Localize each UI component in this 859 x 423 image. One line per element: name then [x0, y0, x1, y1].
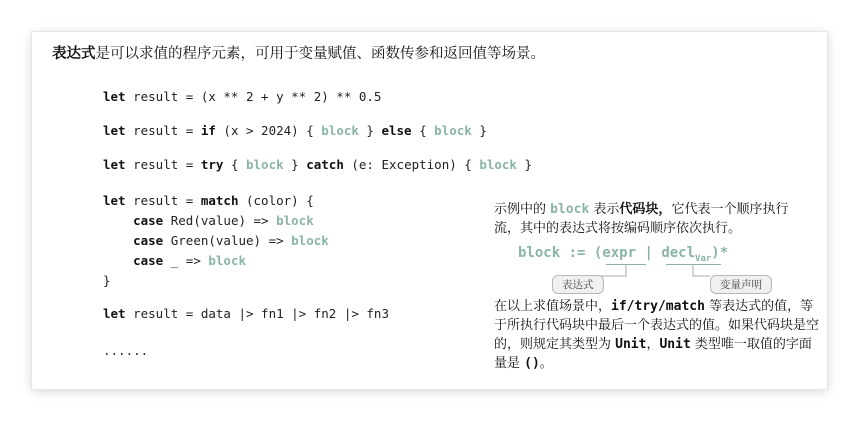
code-text: result = — [125, 157, 201, 172]
note-text: 。 — [539, 356, 553, 371]
block-token: block — [321, 123, 359, 138]
note-block-definition — [494, 200, 812, 238]
note-evaluation-rule — [494, 297, 824, 373]
code-text: Green(value) => — [163, 233, 292, 248]
grammar-expr: expr — [602, 245, 637, 261]
code-text: result = — [125, 193, 201, 208]
code-line-power — [103, 87, 381, 107]
tag-expression: 表达式 — [552, 275, 604, 294]
code-text: _ => — [163, 253, 209, 268]
keyword: match — [200, 193, 239, 208]
code-text: result = (x ** 2 + y ** 2) ** 0.5 — [125, 89, 382, 104]
tag-variable-declaration: 变量声明 — [710, 275, 772, 294]
grammar-sub: Var — [695, 254, 712, 264]
keyword: let — [103, 193, 126, 208]
grammar-decl: decl — [661, 245, 696, 261]
block-token: block — [291, 233, 329, 248]
keyword: if — [200, 123, 216, 138]
intro-rest: 是可以求值的程序元素，可用于变量赋值、函数传参和返回值等场景。 — [95, 46, 545, 62]
code-match-block — [103, 191, 329, 291]
mono-unit: Unit — [659, 337, 691, 352]
keyword: catch — [306, 157, 344, 172]
code-text: } — [103, 273, 111, 288]
code-text: } — [358, 123, 382, 138]
keyword: case — [133, 253, 164, 268]
code-text: { — [223, 157, 246, 172]
note-text: 示例中的 — [494, 202, 551, 217]
code-text: (e: Exception) { — [343, 157, 480, 172]
mono-unit: Unit — [615, 337, 647, 352]
code-text: } — [471, 123, 487, 138]
block-token: block — [434, 123, 472, 138]
keyword: case — [133, 233, 164, 248]
note-bold: 代码块， — [619, 202, 672, 217]
code-ellipsis: ...... — [103, 343, 149, 358]
keyword: else — [381, 123, 412, 138]
code-text: result = — [125, 123, 201, 138]
code-text: } — [283, 157, 307, 172]
keyword: let — [103, 157, 126, 172]
grammar-bar: | — [636, 245, 662, 261]
keyword: try — [200, 157, 224, 172]
block-token: block — [246, 157, 284, 172]
note-text: 它代表一个顺序执行流，其中的表达式将按编码顺序依次执行。 — [494, 202, 789, 236]
code-text: (x > 2024) { — [215, 123, 322, 138]
code-text: } — [516, 157, 533, 172]
keyword: let — [103, 123, 126, 138]
intro-bold: 表达式 — [52, 46, 96, 62]
block-token: block — [276, 213, 314, 228]
note-text: 表示 — [589, 202, 620, 217]
decl-connector — [693, 264, 710, 276]
grammar-lhs: block := ( — [518, 245, 603, 261]
code-line-if — [103, 121, 487, 141]
block-token: block — [550, 202, 590, 217]
keyword: case — [133, 213, 164, 228]
intro-text — [52, 42, 545, 63]
code-text: (color) { — [238, 193, 314, 208]
mono-keywords: if/try/match — [611, 299, 705, 314]
note-text: 类型唯一取值的字面量是 — [494, 337, 812, 371]
note-text: 在以上求值场景中， — [494, 299, 612, 314]
code-text: { — [411, 123, 435, 138]
block-token: block — [479, 157, 517, 172]
mono-unit-literal: () — [524, 356, 540, 371]
code-text: Red(value) => — [163, 213, 277, 228]
code-line-try — [103, 155, 532, 175]
note-text: ， — [646, 337, 660, 352]
keyword: let — [103, 306, 126, 321]
note-text: 等表达式的值，等于所执行代码块中最后一个表达式的值。如果代码块是空的，则规定其类型为 — [494, 299, 820, 352]
keyword: let — [103, 89, 126, 104]
code-text: result = data |> fn1 |> fn2 |> fn3 — [125, 306, 389, 321]
code-line-pipe — [103, 304, 389, 324]
grammar-tail: )* — [711, 245, 729, 261]
block-token: block — [208, 253, 247, 268]
